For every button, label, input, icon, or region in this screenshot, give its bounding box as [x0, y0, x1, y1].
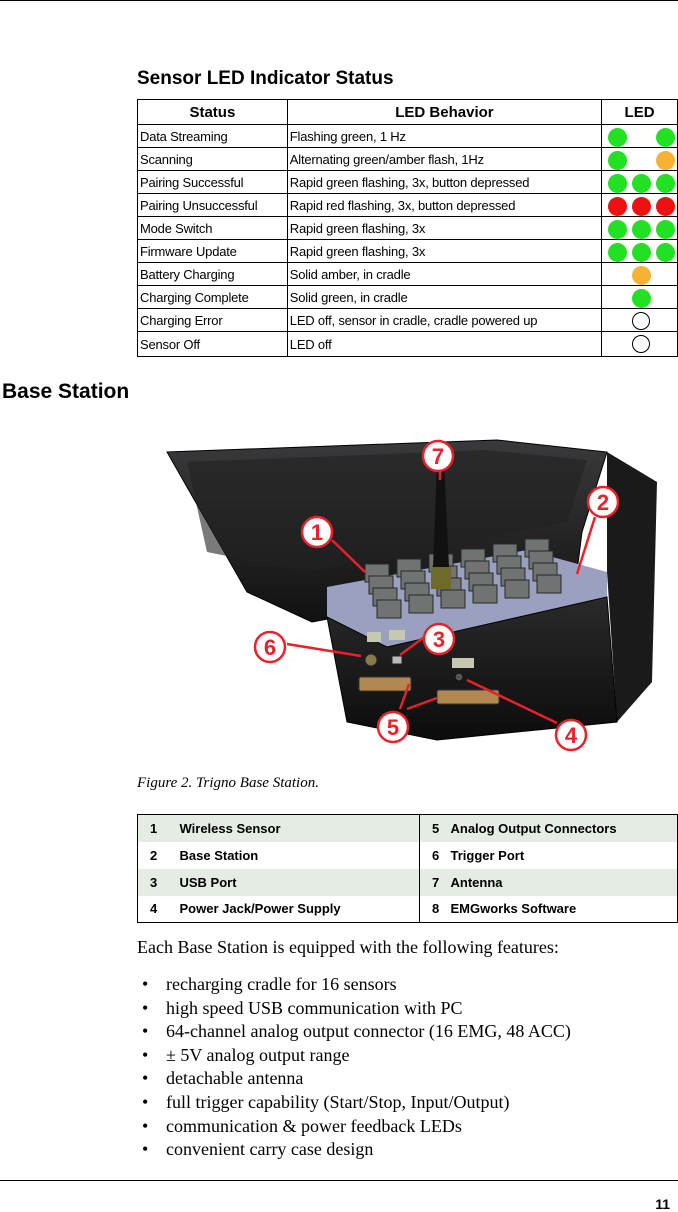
led-indicator-cell [602, 125, 678, 148]
callout-7 [423, 441, 453, 471]
header-status: Status [138, 100, 288, 125]
header-led-behavior: LED Behavior [287, 100, 601, 125]
part-number: 8 [420, 896, 451, 923]
part-number: 6 [420, 842, 451, 869]
callout-number: 5 [386, 715, 400, 740]
led-green-dot [632, 174, 651, 193]
led-status-cell: Battery Charging [138, 263, 288, 286]
led-red-dot [656, 197, 675, 216]
led-green-dot [656, 174, 675, 193]
power-jack [455, 673, 463, 681]
page-number: 11 [655, 1196, 670, 1212]
parts-row [138, 896, 678, 923]
led-status-table [137, 99, 678, 357]
parts-row [138, 869, 678, 896]
led-green-dot [608, 151, 627, 170]
analog-connector-left [359, 677, 411, 691]
part-number: 5 [420, 815, 451, 842]
led-table-row [138, 263, 678, 286]
feature-item: • recharging cradle for 16 sensors [137, 973, 571, 997]
led-indicator-cell [602, 332, 678, 357]
part-number: 4 [138, 896, 180, 923]
led-behavior-cell: Rapid red flashing, 3x, button depressed [287, 194, 601, 217]
led-red-dot [632, 197, 651, 216]
header-led: LED [602, 100, 678, 125]
led-green-dot [656, 128, 675, 147]
callout-5 [378, 712, 408, 742]
led-green-dot [608, 220, 627, 239]
led-behavior-cell: LED off [287, 332, 601, 357]
wireless-sensor [377, 600, 401, 618]
part-number: 2 [138, 842, 180, 869]
part-label: Antenna [451, 869, 678, 896]
led-indicator-cell [602, 263, 678, 286]
led-status-cell: Scanning [138, 148, 288, 171]
parts-legend-table [137, 814, 678, 923]
led-behavior-cell: LED off, sensor in cradle, cradle powered up [287, 309, 601, 332]
part-number: 3 [138, 869, 180, 896]
part-number: 7 [420, 869, 451, 896]
led-status-cell: Sensor Off [138, 332, 288, 357]
wireless-sensor [537, 575, 561, 593]
features-intro: Each Base Station is equipped with the following features: [137, 937, 559, 957]
top-rule [0, 0, 678, 1]
led-off-dot [632, 335, 650, 353]
callout-number: 1 [310, 520, 324, 545]
feature-item: • full trigger capability (Start/Stop, Input/Output) [137, 1091, 571, 1115]
callout-6 [255, 632, 285, 662]
part-label: Wireless Sensor [180, 815, 420, 842]
feature-item: • convenient carry case design [137, 1138, 571, 1162]
led-table-row [138, 125, 678, 148]
led-indicator-cell [602, 286, 678, 309]
part-label: Base Station [180, 842, 420, 869]
led-table-row [138, 286, 678, 309]
feature-item: • high speed USB communication with PC [137, 997, 571, 1021]
callout-3 [424, 624, 454, 654]
base-station-photo [137, 422, 678, 752]
usb-port [392, 656, 402, 664]
features-list [137, 973, 571, 1162]
led-green-dot [632, 289, 651, 308]
led-table-row [138, 332, 678, 357]
parts-row [138, 815, 678, 842]
part-label: EMGworks Software [451, 896, 678, 923]
parts-row [138, 842, 678, 869]
led-green-dot [608, 243, 627, 262]
led-green-dot [656, 220, 675, 239]
led-status-cell: Data Streaming [138, 125, 288, 148]
led-behavior-cell: Alternating green/amber flash, 1Hz [287, 148, 601, 171]
led-section-title: Sensor LED Indicator Status [137, 68, 394, 89]
led-green-dot [632, 220, 651, 239]
led-status-cell: Pairing Unsuccessful [138, 194, 288, 217]
figure-caption: Figure 2. Trigno Base Station. [137, 775, 319, 791]
led-indicator-cell [602, 148, 678, 171]
led-amber-dot [656, 151, 675, 170]
led-table-row [138, 171, 678, 194]
led-table-row [138, 217, 678, 240]
wireless-sensor [409, 595, 433, 613]
led-status-cell: Mode Switch [138, 217, 288, 240]
part-number: 1 [138, 815, 180, 842]
base-station-title: Base Station [2, 380, 130, 403]
callout-4 [556, 720, 586, 750]
part-label: Power Jack/Power Supply [180, 896, 420, 923]
led-status-cell: Firmware Update [138, 240, 288, 263]
feature-item: • communication & power feedback LEDs [137, 1115, 571, 1139]
led-indicator-cell [602, 240, 678, 263]
led-table-row [138, 148, 678, 171]
led-table-row [138, 309, 678, 332]
led-indicator-cell [602, 194, 678, 217]
callout-number: 3 [432, 627, 446, 652]
bottom-rule [0, 1180, 678, 1181]
callout-number: 7 [431, 444, 445, 469]
feature-item: • detachable antenna [137, 1067, 571, 1091]
led-green-dot [608, 128, 627, 147]
part-label: Analog Output Connectors [451, 815, 678, 842]
led-behavior-cell: Flashing green, 1 Hz [287, 125, 601, 148]
led-status-cell: Charging Complete [138, 286, 288, 309]
callout-2 [588, 487, 618, 517]
feature-item: • ± 5V analog output range [137, 1044, 571, 1068]
trigger-port [365, 654, 377, 666]
feature-item: • 64-channel analog output connector (16 EMG, 48 ACC) [137, 1020, 571, 1044]
wireless-sensor [441, 590, 465, 608]
led-table-row [138, 240, 678, 263]
led-red-dot [608, 197, 627, 216]
led-behavior-cell: Solid amber, in cradle [287, 263, 601, 286]
led-indicator-cell [602, 171, 678, 194]
led-table-row [138, 194, 678, 217]
wireless-sensor [473, 585, 497, 603]
led-behavior-cell: Rapid green flashing, 3x [287, 217, 601, 240]
led-off-dot [632, 312, 650, 330]
part-label: USB Port [180, 869, 420, 896]
led-amber-dot [632, 266, 651, 285]
callout-number: 6 [263, 635, 277, 660]
part-label: Trigger Port [451, 842, 678, 869]
led-behavior-cell: Solid green, in cradle [287, 286, 601, 309]
wireless-sensor [505, 580, 529, 598]
callout-number: 2 [596, 490, 610, 515]
led-green-dot [656, 243, 675, 262]
led-indicator-cell [602, 217, 678, 240]
led-indicator-cell [602, 309, 678, 332]
led-behavior-cell: Rapid green flashing, 3x, button depressed [287, 171, 601, 194]
led-status-cell: Charging Error [138, 309, 288, 332]
callout-number: 4 [564, 723, 578, 748]
callout-1 [302, 517, 332, 547]
led-green-dot [632, 243, 651, 262]
led-status-cell: Pairing Successful [138, 171, 288, 194]
led-behavior-cell: Rapid green flashing, 3x [287, 240, 601, 263]
led-green-dot [608, 174, 627, 193]
